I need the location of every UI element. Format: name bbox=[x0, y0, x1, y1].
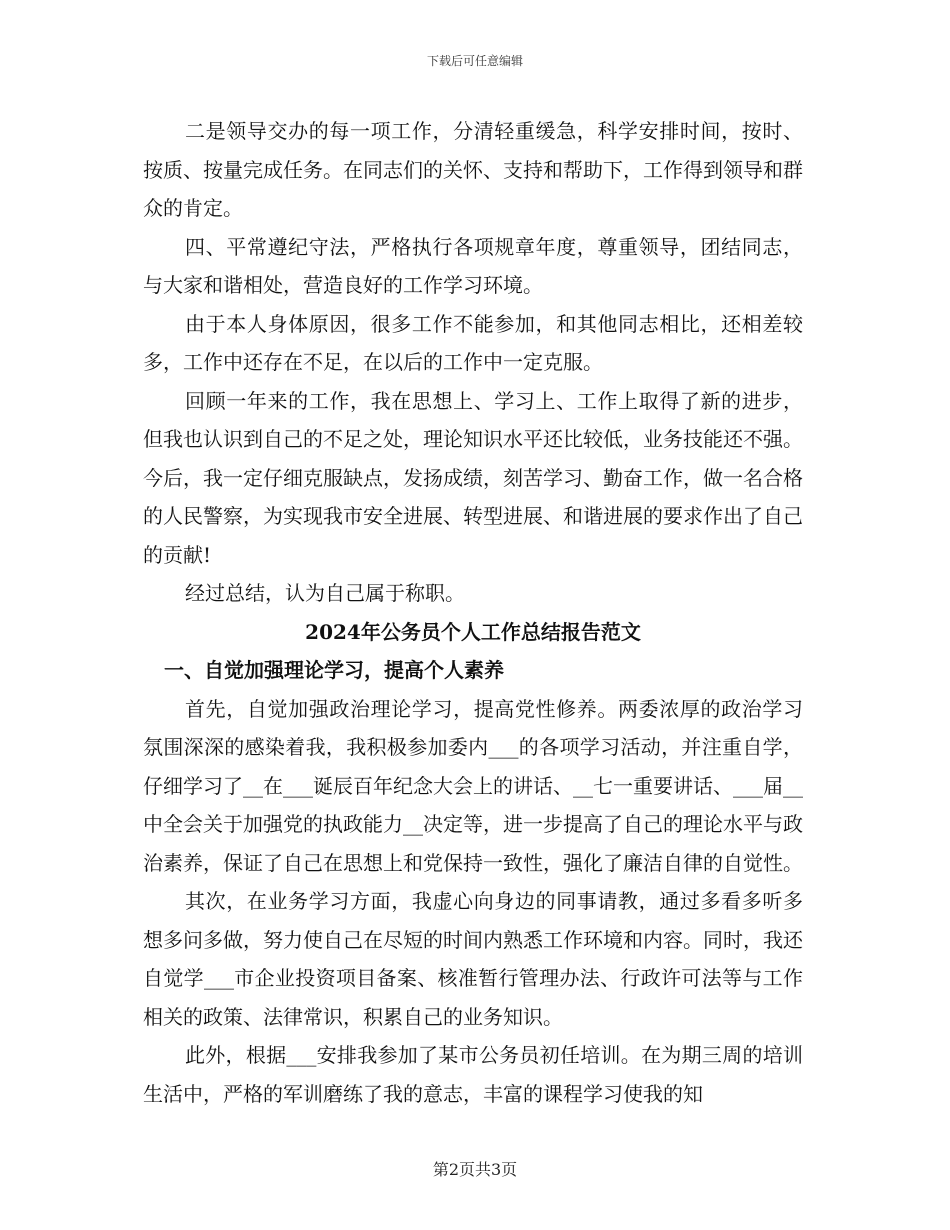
paragraph: 二是领导交办的每一项工作，分清轻重缓急，科学安排时间，按时、按质、按量完成任务。在同志们的关怀、支持和帮助下，工作得到领导和群众的肯定。 bbox=[143, 119, 803, 220]
document-body bbox=[143, 112, 803, 1113]
section-title: 2024年公务员个人工作总结报告范文 bbox=[305, 619, 641, 644]
paragraph: 经过总结，认为自己属于称职。 bbox=[185, 581, 465, 605]
paragraph: 此外，根据___安排我参加了某市公务员初任培训。在为期三周的培训生活中，严格的军训磨练了我的意志，丰富的课程学习使我的知 bbox=[143, 1043, 803, 1106]
paragraph: 首先，自觉加强政治理论学习，提高党性修养。两委浓厚的政治学习氛围深深的感染着我，我积极参加委内___的各项学习活动，并注重自学，仔细学习了__在___诞辰百年纪念大会上的讲话、__七一重要讲话、___届__中全会关于加强党的执政能力__决定等，进一步提高了自己的理论水平与政治素养，保证了自己在思想上和党保持一致性，强化了廉洁自律的自觉性。 bbox=[143, 696, 803, 875]
section-heading: 一、自觉加强理论学习，提高个人素养 bbox=[164, 658, 504, 682]
paragraph: 四、平常遵纪守法，严格执行各项规章年度，尊重领导，团结同志，与大家和谐相处，营造良好的工作学习环境。 bbox=[143, 234, 803, 297]
paragraph: 回顾一年来的工作，我在思想上、学习上、工作上取得了新的进步，但我也认识到自己的不足之处，理论知识水平还比较低，业务技能还不强。今后，我一定仔细克服缺点，发扬成绩，刻苦学习、勤奋工作，做一名合格的人民警察，为实现我市安全进展、转型进展、和谐进展的要求作出了自己的贡献! bbox=[143, 388, 803, 567]
paragraph: 其次，在业务学习方面，我虚心向身边的同事请教，通过多看多听多想多问多做，努力使自己在尽短的时间内熟悉工作环境和内容。同时，我还自觉学___市企业投资项目备案、核准暂行管理办法、行政许可法等与工作相关的政策、法律常识，积累自己的业务知识。 bbox=[143, 889, 803, 1029]
paragraph: 由于本人身体原因，很多工作不能参加，和其他同志相比，还相差较多，工作中还存在不足，在以后的工作中一定克服。 bbox=[143, 311, 803, 374]
page-number: 第2页共3页 bbox=[432, 1160, 518, 1179]
page-header-note: 下载后可任意编辑 bbox=[426, 54, 523, 68]
